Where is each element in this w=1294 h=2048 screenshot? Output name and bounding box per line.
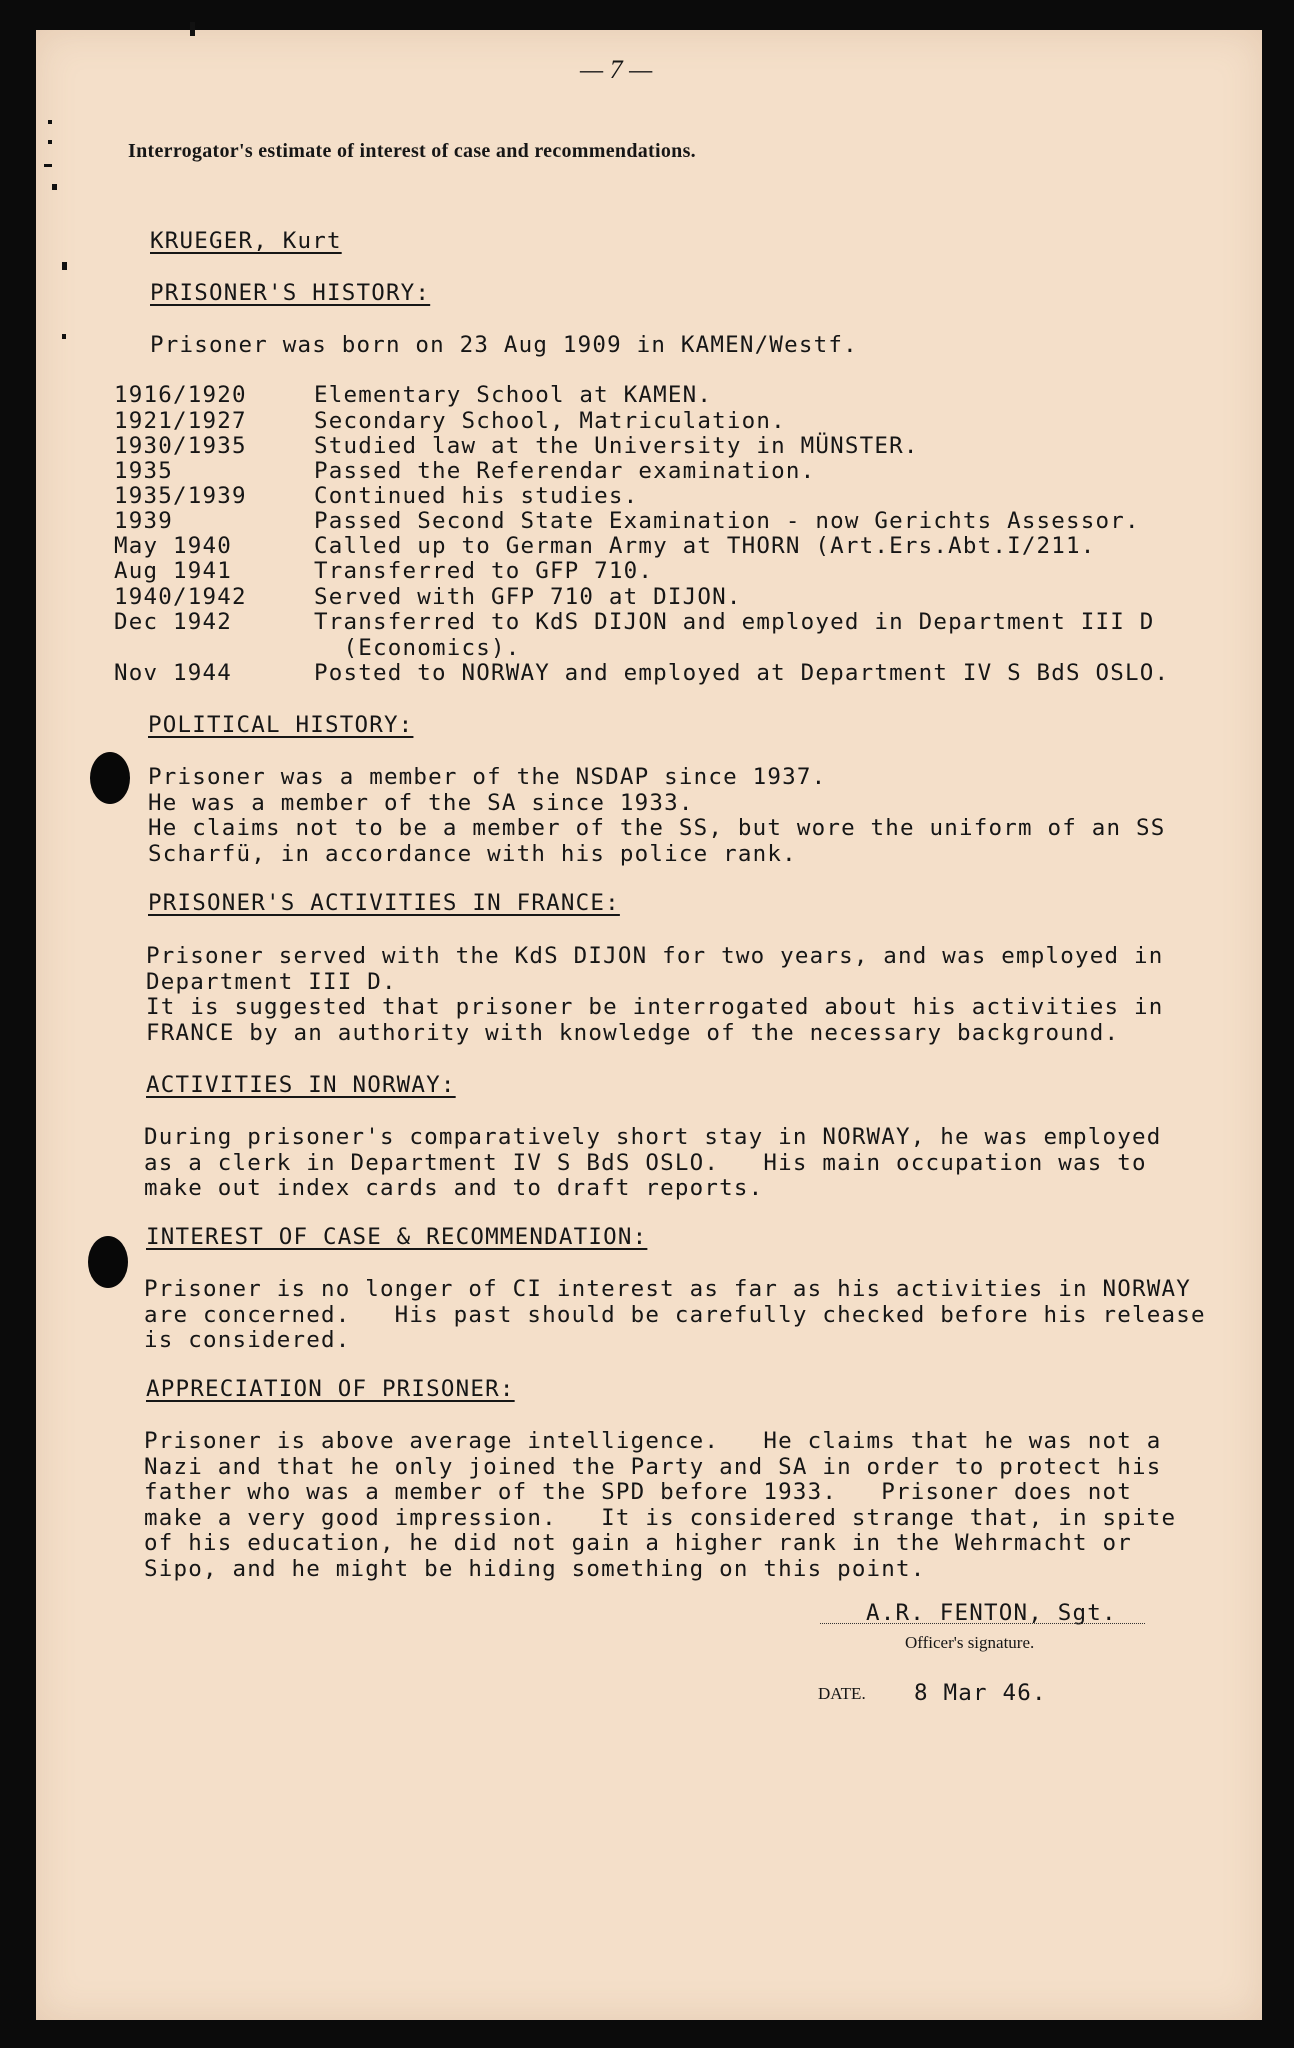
norway-line: During prisoner's comparatively short stay in NORWAY, he was employed <box>144 1124 1162 1150</box>
political-line: He was a member of the SA since 1933. <box>148 789 694 816</box>
history-date: Dec 1942 <box>114 609 232 635</box>
france-line: Department III D. <box>146 968 397 995</box>
margin-mark <box>52 184 57 190</box>
form-heading: Interrogator's estimate of interest of case and recommendations. <box>128 140 696 162</box>
norway-line: make out index cards and to draft reports. <box>144 1175 764 1201</box>
page-number: — 7 — <box>580 55 653 84</box>
history-date: 1916/1920 <box>114 382 247 408</box>
appreciation-line: make a very good impression. It is considered strange that, in spite <box>144 1504 1177 1531</box>
history-event: Called up to German Army at THORN (Art.Ers.Abt.I/211. <box>314 533 1096 559</box>
france-line: FRANCE by an authority with knowledge of the necessary background. <box>146 1019 1120 1046</box>
signature-line <box>820 1623 1145 1624</box>
history-date: Aug 1941 <box>114 558 232 584</box>
interest-heading: INTEREST OF CASE & RECOMMENDATION: <box>146 1224 648 1250</box>
history-event: Posted to NORWAY and employed at Department IV S BdS OSLO. <box>314 660 1170 686</box>
date-value: 8 Mar 46. <box>914 1680 1047 1706</box>
history-heading: PRISONER'S HISTORY: <box>150 280 431 306</box>
history-event: Passed Second State Examination - now Gerichts Assessor. <box>314 508 1140 534</box>
appreciation-line: father who was a member of the SPD before 1933. Prisoner does not <box>144 1479 1132 1505</box>
france-line: It is suggested that prisoner be interrogated about his activities in <box>146 994 1164 1020</box>
history-event: Served with GFP 710 at DIJON. <box>314 584 742 610</box>
margin-mark <box>62 334 66 339</box>
margin-mark <box>48 140 52 144</box>
interest-line: Prisoner is no longer of CI interest as far as his activities in NORWAY <box>144 1276 1191 1302</box>
binder-hole-top <box>90 752 130 804</box>
norway-heading: ACTIVITIES IN NORWAY: <box>146 1072 456 1098</box>
interest-line: is considered. <box>144 1327 351 1353</box>
history-event: Continued his studies. <box>314 483 639 509</box>
political-line: Scharfü, in accordance with his police rank. <box>148 840 797 867</box>
margin-mark <box>190 22 195 36</box>
history-date: 1935 <box>114 458 173 484</box>
france-heading: PRISONER'S ACTIVITIES IN FRANCE: <box>148 890 620 916</box>
appreciation-heading: APPRECIATION OF PRISONER: <box>146 1376 515 1402</box>
prisoner-name: KRUEGER, Kurt <box>150 228 342 254</box>
history-event: Elementary School at KAMEN. <box>314 382 713 408</box>
appreciation-line: Sipo, and he might be hiding something on this point. <box>144 1555 926 1582</box>
appreciation-line: Prisoner is above average intelligence. He claims that he was not a <box>144 1428 1162 1454</box>
signature-name: A.R. FENTON, Sgt. <box>866 1600 1117 1626</box>
political-line: He claims not to be a member of the SS, but wore the uniform of an SS <box>148 815 1166 841</box>
margin-mark <box>62 262 67 270</box>
history-date: 1940/1942 <box>114 584 247 610</box>
history-date: 1939 <box>114 508 173 534</box>
date-label: DATE. <box>818 1684 866 1703</box>
interest-line: are concerned. His past should be carefully checked before his release <box>144 1301 1206 1328</box>
political-line: Prisoner was a member of the NSDAP since 1937. <box>148 764 827 790</box>
binder-hole-bottom <box>88 1236 128 1288</box>
history-event: Transferred to GFP 710. <box>314 558 654 584</box>
history-event: Transferred to KdS DIJON and employed in Department III D (Economics). <box>314 609 1155 661</box>
margin-mark <box>44 164 52 167</box>
norway-line: as a clerk in Department IV S BdS OSLO. His main occupation was to <box>144 1149 1147 1176</box>
appreciation-line: Nazi and that he only joined the Party and SA in order to protect his <box>144 1453 1162 1480</box>
appreciation-line: of his education, he did not gain a higher rank in the Wehrmacht or <box>144 1530 1132 1556</box>
history-event: Studied law at the University in MÜNSTER. <box>314 433 919 459</box>
history-date: Nov 1944 <box>114 660 232 686</box>
history-event: Passed the Referendar examination. <box>314 458 816 484</box>
birth-statement: Prisoner was born on 23 Aug 1909 in KAMEN/Westf. <box>150 332 858 358</box>
history-date: 1930/1935 <box>114 433 247 459</box>
political-heading: POLITICAL HISTORY: <box>148 712 414 738</box>
history-date: May 1940 <box>114 533 232 559</box>
history-date: 1935/1939 <box>114 483 247 509</box>
france-line: Prisoner served with the KdS DIJON for two years, and was employed in <box>146 943 1164 969</box>
margin-mark <box>48 120 52 124</box>
history-date: 1921/1927 <box>114 408 247 434</box>
history-event: Secondary School, Matriculation. <box>314 408 786 434</box>
signature-label: Officer's signature. <box>905 1633 1035 1652</box>
